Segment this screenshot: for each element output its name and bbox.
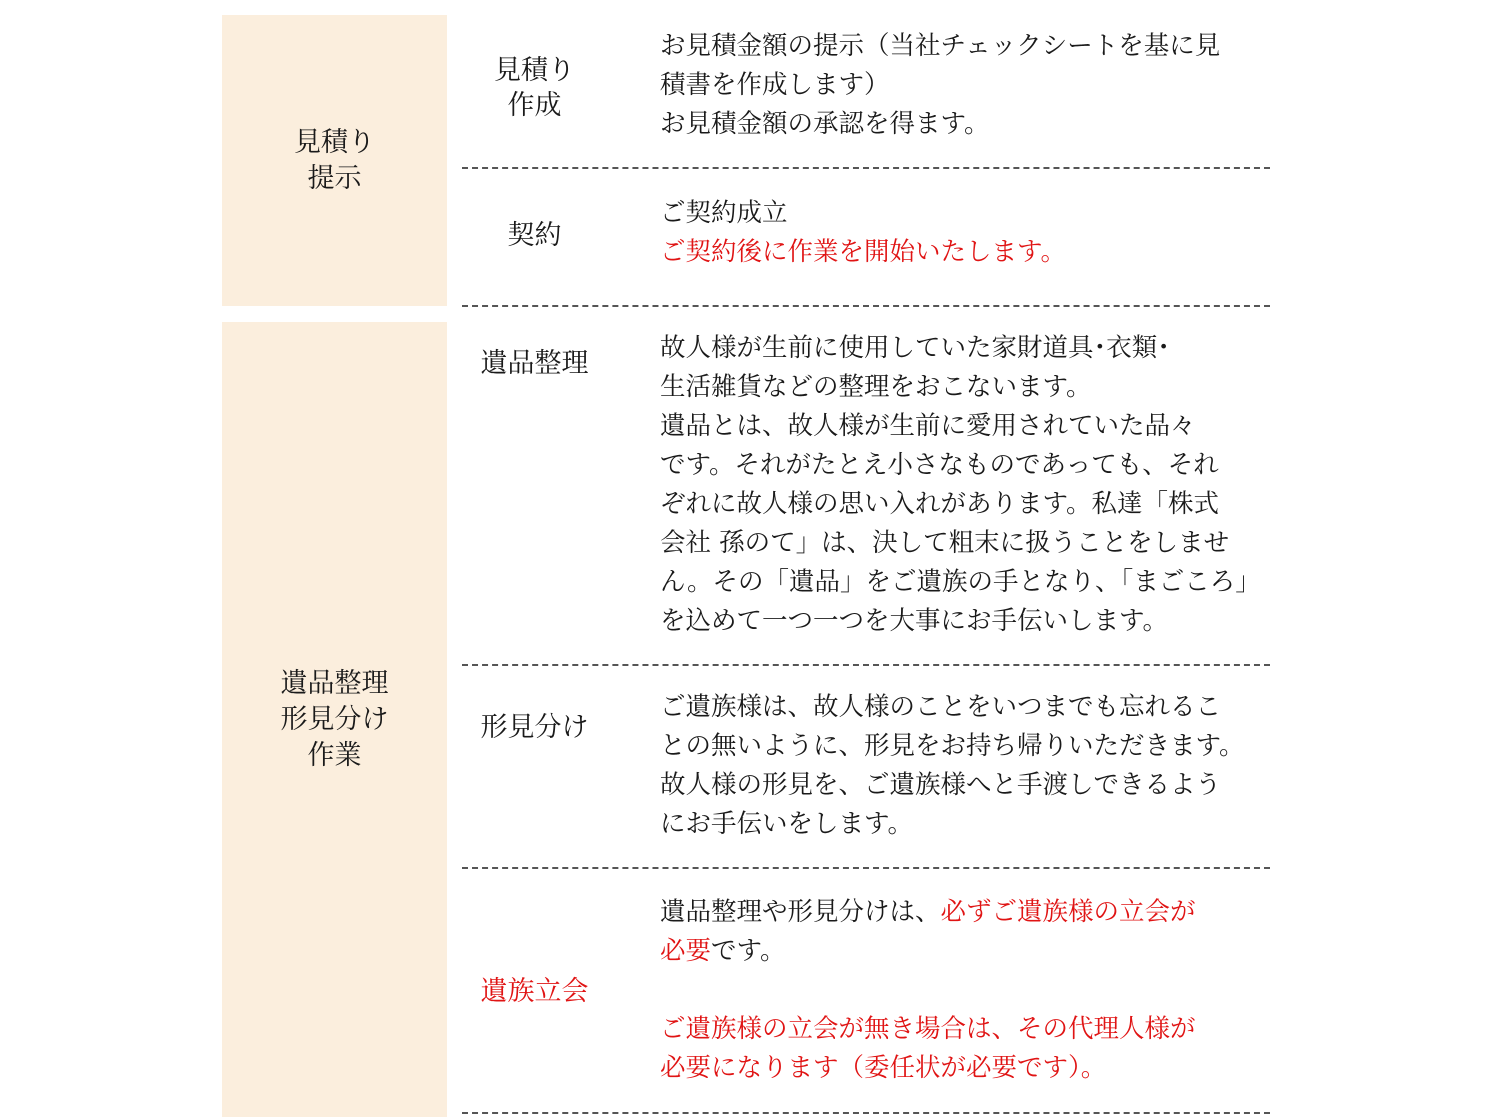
step-name-line: 作成 (507, 90, 562, 121)
desc-line: 会社 孫のて」は、決して粗末に扱うことをしませ (660, 528, 1230, 558)
step-desc-keepsake-distribution (660, 688, 1300, 844)
desc-line: 積書を作成します） (660, 70, 890, 100)
divider (462, 867, 1270, 869)
desc-line: です。それがたとえ小さなものであっても、それ (660, 450, 1219, 480)
desc-line: を込めて一つ一つを大事にお手伝いします。 (660, 606, 1168, 636)
desc-text: です。 (711, 936, 786, 966)
desc-text-highlight: 必ずご遺族様の立会が (940, 897, 1196, 927)
desc-line: ん。その「遺品」をご遺族の手となり、「まごころ」 (660, 567, 1261, 597)
desc-blank-line (660, 971, 1300, 1010)
desc-text: 遺品整理や形見分けは、 (660, 897, 941, 927)
desc-line: 故人様の形見を、ご遺族様へと手渡しできるよう (660, 770, 1222, 800)
section-label-line: 提示 (307, 162, 362, 194)
step-name-contract (462, 216, 607, 254)
step-name-line: 見積り (494, 55, 575, 86)
desc-line: ご遺族様は、故人様のことをいつまでも忘れるこ (660, 692, 1222, 722)
section-label-line: 遺品整理 (280, 667, 389, 699)
desc-line-highlight: 必要になります（委任状が必要です）。 (660, 1053, 1107, 1083)
step-desc-family-attendance (660, 893, 1300, 1088)
desc-line (660, 932, 1300, 971)
step-name-line: 形見分け (480, 711, 589, 743)
desc-line: お見積金額の承認を得ます。 (660, 109, 990, 139)
step-desc-estimate-creation (660, 27, 1300, 144)
desc-line (660, 893, 1300, 932)
step-name-line: 遺族立会 (480, 975, 589, 1007)
step-name-belongings-sorting (462, 344, 607, 382)
desc-line-highlight: ご遺族様の立会が無き場合は、その代理人様が (660, 1014, 1196, 1044)
divider (462, 1112, 1270, 1114)
divider (462, 664, 1270, 666)
desc-line: との無いように、形見をお持ち帰りいただきます。 (660, 731, 1245, 761)
desc-line: ご契約成立 (660, 198, 788, 228)
section-label-estimate (222, 15, 447, 306)
desc-line-highlight: ご契約後に作業を開始いたします。 (660, 237, 1066, 267)
desc-line: 遺品とは、故人様が生前に愛用されていた品々 (660, 411, 1196, 441)
desc-line: にお手伝いをします。 (660, 809, 913, 839)
section-label-line: 形見分け (280, 703, 389, 735)
step-desc-contract (660, 194, 1300, 272)
step-name-estimate-creation (462, 52, 607, 124)
desc-line: 故人様が生前に使用していた家財道具･衣類･ (660, 333, 1171, 363)
divider (462, 167, 1270, 169)
desc-line: ぞれに故人様の思い入れがあります。私達「株式 (660, 489, 1219, 519)
desc-line: お見積金額の提示（当社チェックシートを基に見 (660, 31, 1221, 61)
step-name-line: 契約 (507, 219, 562, 251)
divider (462, 305, 1270, 307)
step-desc-belongings-sorting (660, 329, 1300, 641)
desc-line: 生活雑貨などの整理をおこないます。 (660, 372, 1092, 402)
step-name-line: 遺品整理 (480, 347, 589, 379)
step-name-family-attendance (462, 972, 607, 1010)
section-label-line: 見積り (294, 126, 375, 158)
desc-text-highlight: 必要 (660, 936, 712, 966)
section-label-line: 作業 (307, 739, 362, 771)
step-name-keepsake-distribution (462, 708, 607, 746)
section-label-sorting-work (222, 322, 447, 1117)
